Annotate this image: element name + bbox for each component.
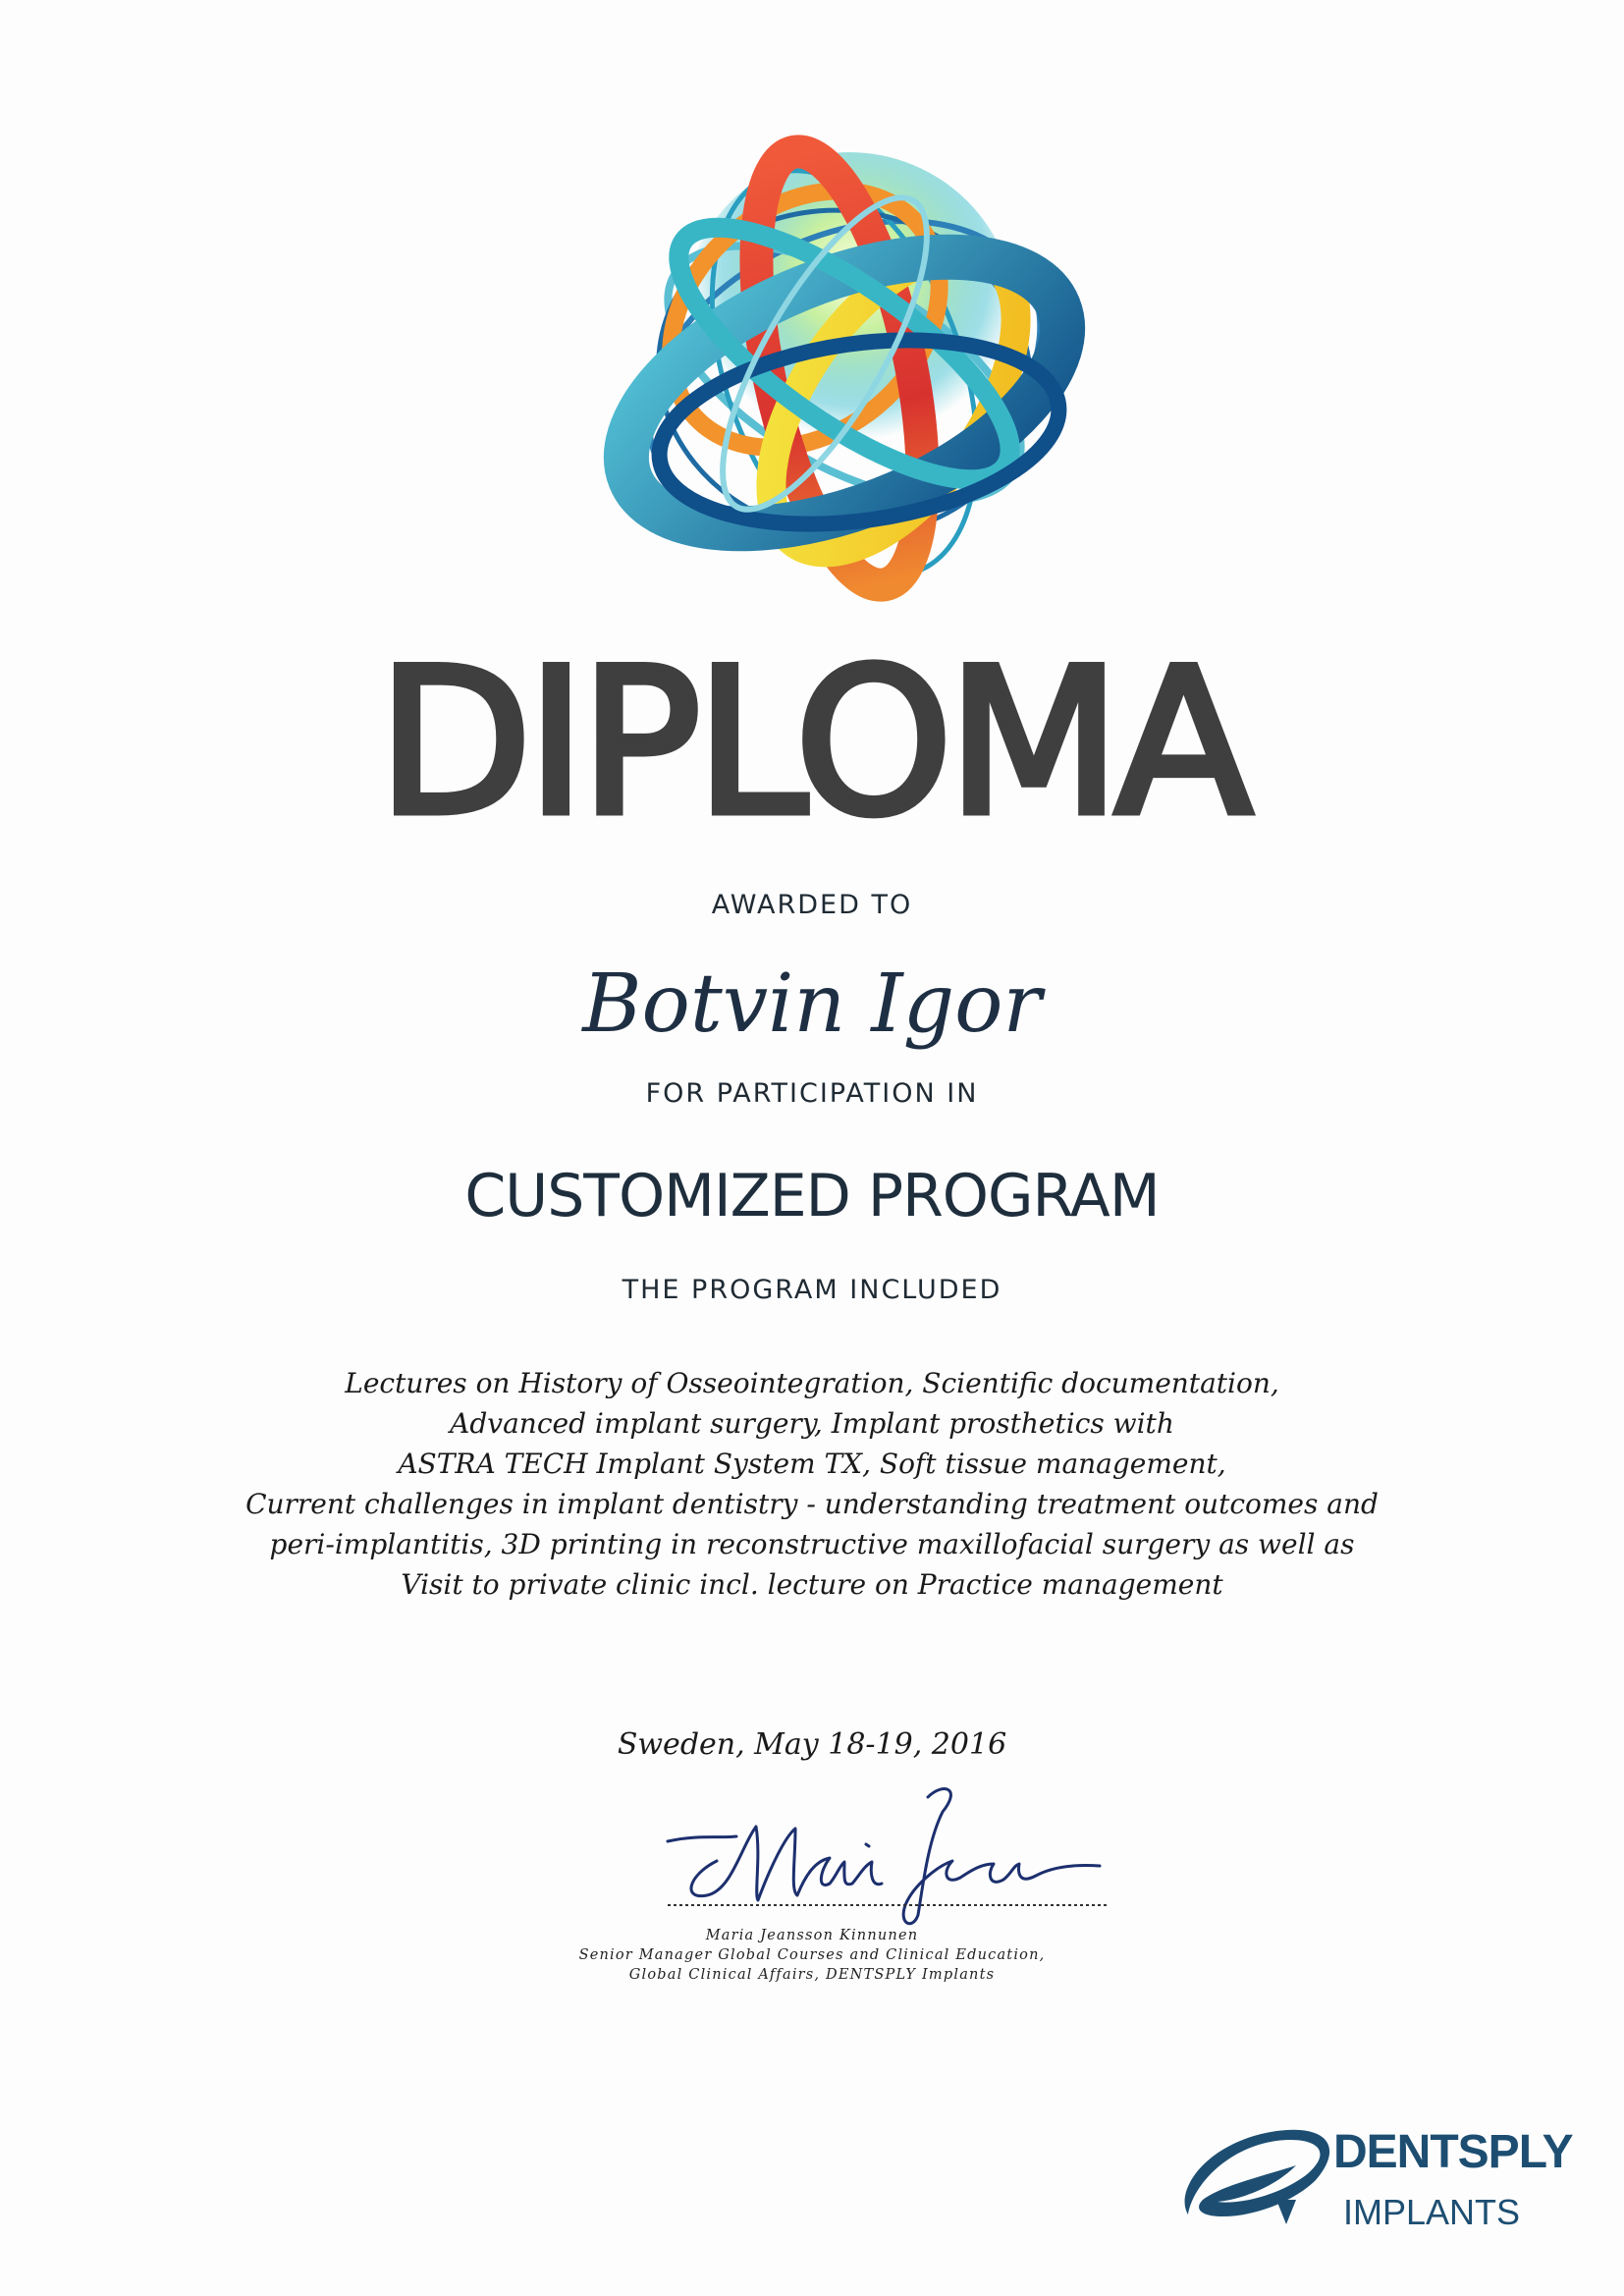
participation-label: FOR PARTICIPATION IN [645,1078,979,1109]
lectures-description [0,1363,1624,1605]
brand-subname: IMPLANTS [1343,2192,1521,2232]
diploma-title: DIPLOMA [377,627,1247,860]
dentsply-implants-logo [1168,2106,1581,2239]
brand-name: DENTSPLY [1333,2126,1573,2178]
lectures-line: Visit to private clinic incl. lecture on Practice management [401,1568,1223,1601]
signatory-department: Global Clinical Affairs, DENTSPLY Implants [628,1967,996,1983]
lectures-line: ASTRA TECH Implant System TX, Soft tissue management, [398,1448,1226,1480]
signatory-name: Maria Jeansson Kinnunen [705,1928,919,1943]
lectures-line: peri-implantitis, 3D printing in reconstructive maxillofacial surgery as well as [269,1528,1355,1560]
place-and-date: Sweden, May 18-19, 2016 [617,1727,1007,1762]
program-name: CUSTOMIZED PROGRAM [464,1162,1160,1230]
recipient-name: Botvin Igor [582,957,1042,1051]
lectures-line: Lectures on History of Osseointegration, Scientific documentation, [345,1367,1279,1399]
dentsply-swoosh-icon [1185,2130,1330,2224]
awarded-to-label: AWARDED TO [711,890,913,920]
handwritten-signature [648,1768,1119,1935]
lectures-line: Current challenges in implant dentistry - understanding treatment outcomes and [245,1488,1379,1520]
program-included-label: THE PROGRAM INCLUDED [622,1275,1002,1305]
signatory-title: Senior Manager Global Courses and Clinical Education, [578,1947,1046,1963]
lectures-line: Advanced implant surgery, Implant prosthetics with [450,1407,1174,1440]
colorful-ribbon-globe-icon [579,108,1110,638]
